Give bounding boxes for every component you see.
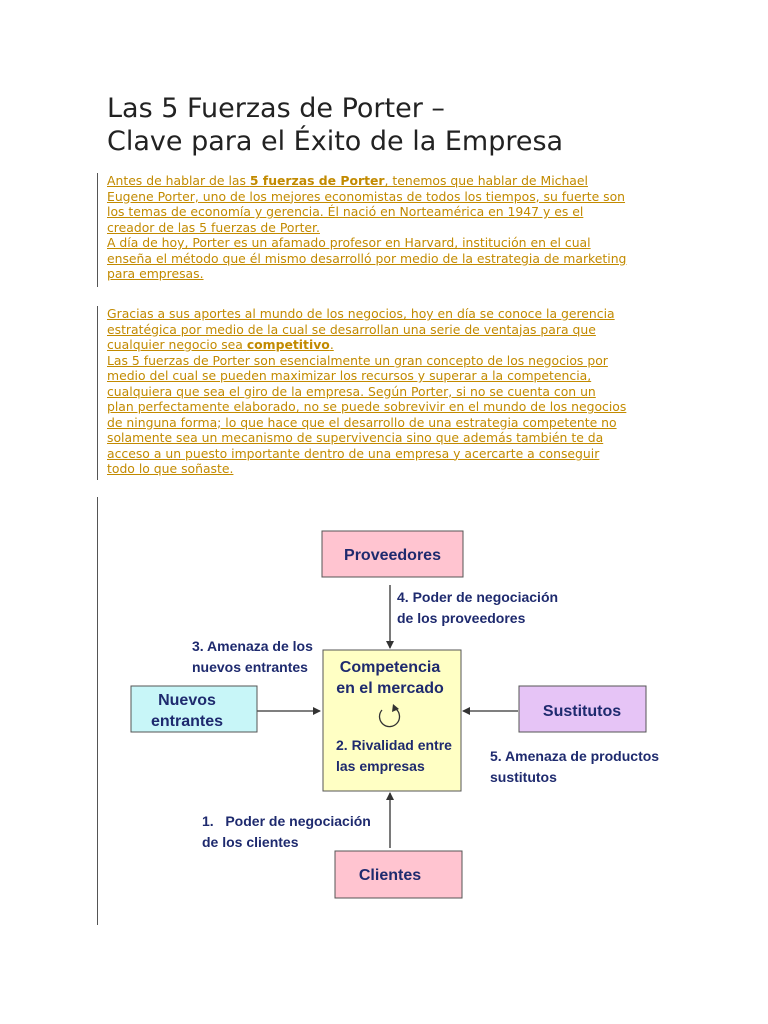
nuevos-label-2: entrantes <box>150 713 224 730</box>
paragraph-porter-concept <box>97 306 626 480</box>
rivalidad-label-1: 2. Rivalidad entre <box>336 737 452 753</box>
text-line[interactable]: Gracias a sus aportes al mundo de los negocios, hoy en día se conoce la gerencia <box>107 306 615 321</box>
poder-clientes-2: de los clientes <box>202 834 299 850</box>
amenaza-sustitutos-1: 5. Amenaza de productos <box>490 748 660 764</box>
text-line[interactable]: acceso a un puesto importante dentro de una empresa y acercarte a conseguir <box>107 445 600 461</box>
poder-proveedores-2: de los proveedores <box>397 610 526 626</box>
text-span: Antes de hablar de las <box>107 173 250 188</box>
porter-five-forces-diagram <box>120 520 680 910</box>
text-line[interactable]: medio del cual se pueden maximizar los recursos y superar a la competencia, <box>107 368 592 383</box>
text-line[interactable]: para empresas. <box>107 266 204 281</box>
text-line[interactable]: todo lo que soñaste. <box>107 461 234 476</box>
text-line[interactable]: creador de las 5 fuerzas de Porter. <box>107 219 320 235</box>
text-span: . <box>329 337 334 352</box>
sustitutos-label: Sustitutos <box>542 703 622 720</box>
paragraph-porter-intro <box>97 173 626 287</box>
competencia-label-1: Competencia <box>339 659 441 676</box>
clientes-label: Clientes <box>358 867 422 884</box>
amenaza-sustitutos-2: sustitutos <box>490 769 557 785</box>
proveedores-label: Proveedores <box>344 547 441 564</box>
text-line[interactable]: estratégica por medio de la cual se desarrollan una serie de ventajas para que <box>107 321 596 337</box>
text-line[interactable]: Eugene Porter, uno de los mejores economistas de todos los tiempos, su fuerte son <box>107 188 626 204</box>
text-line[interactable]: A día de hoy, Porter es un afamado profesor en Harvard, institución en el cual <box>107 235 591 250</box>
text-line[interactable]: enseña el método que él mismo desarrolló por medio de la estrategia de marketing <box>107 250 627 266</box>
text-line[interactable] <box>107 337 626 353</box>
diagram-margin-rule <box>97 497 98 925</box>
rivalidad-label-2: las empresas <box>336 758 425 774</box>
title-line-1: Las 5 Fuerzas de Porter – <box>107 93 445 124</box>
text-line[interactable]: los temas de economía y gerencia. Él nació en Norteamérica en 1947 y es el <box>107 204 584 219</box>
amenaza-nuevos-2: nuevos entrantes <box>192 659 308 675</box>
text-line[interactable]: plan perfectamente elaborado, no se puede sobrevivir en el mundo de los negocios <box>107 399 627 414</box>
text-span: , tenemos que hablar de Michael <box>384 173 588 188</box>
text-line[interactable]: de ninguna forma; lo que hace que el desarrollo de una estrategia competente no <box>107 414 617 430</box>
page-title <box>107 92 727 158</box>
text-line[interactable]: solamente sea un mecanismo de supervivencia sino que además también te da <box>107 430 604 445</box>
title-line-2: Clave para el Éxito de la Empresa <box>107 126 564 157</box>
text-span: cualquier negocio sea <box>107 337 247 352</box>
poder-proveedores-1: 4. Poder de negociación <box>397 589 559 605</box>
bold-link[interactable]: 5 fuerzas de Porter <box>249 173 385 188</box>
amenaza-nuevos-1: 3. Amenaza de los <box>192 638 313 654</box>
text-line[interactable]: cualquiera que sea el giro de la empresa. Según Porter, si no se cuenta con un <box>107 383 596 399</box>
nuevos-label-1: Nuevos <box>158 692 216 709</box>
bold-link[interactable]: competitivo <box>246 337 330 352</box>
poder-clientes-1: 1. Poder de negociación <box>202 813 371 829</box>
text-line[interactable] <box>107 173 626 189</box>
text-line[interactable]: Las 5 fuerzas de Porter son esencialmente un gran concepto de los negocios por <box>107 352 608 368</box>
competencia-label-2: en el mercado <box>336 680 444 697</box>
